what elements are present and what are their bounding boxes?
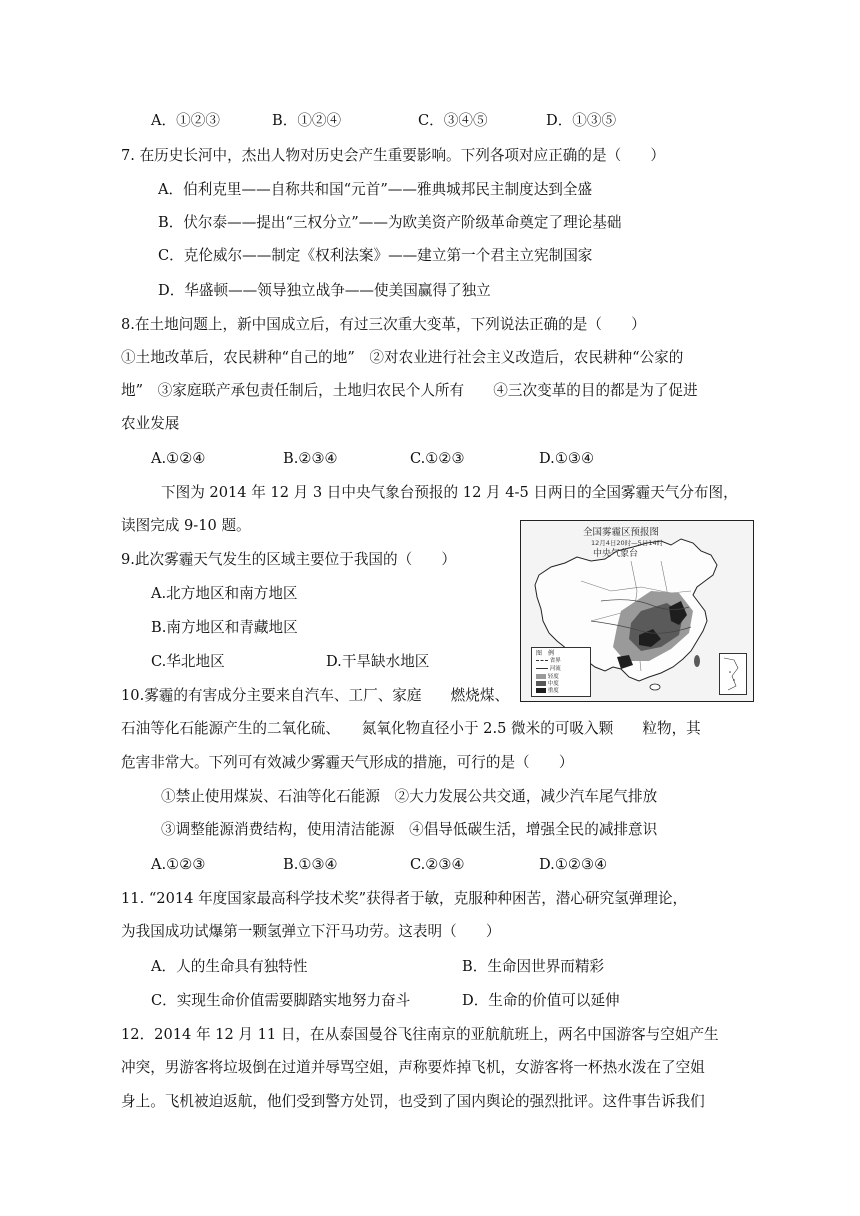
q8-option-c: C.①②③ [410,450,465,467]
q6-option-d: D．①③⑤ [546,112,617,129]
intro-line: 下图为 2014 年 12 月 3 日中央气象台预报的 12 月 4-5 日两日的全国雾霾天气分布图， [161,484,738,501]
q6-option-c: C．③④⑤ [418,112,488,129]
q8-stem: 8.在土地问题上，新中国成立后，有过三次重大变革，下列说法正确的是（ ） [121,316,646,333]
legend-item-medium: 中度 [536,681,559,688]
haze-map [520,520,754,702]
q10-option-c: C.②③④ [410,856,465,873]
legend-item-river: 河流 [536,666,561,673]
q8-option-b: B.②③④ [283,450,338,467]
map-subtitle: 12月4日20时—5日14时 [591,539,664,547]
q7-option-c: C．克伦威尔——制定《权利法案》——建立第一个君主立宪制国家 [158,247,593,264]
q8-option-a: A.①②④ [151,450,206,467]
q10-stem-line: 10.雾霾的有害成分主要来自汽车、工厂、家庭 燃烧煤、 [121,687,510,704]
q11-option-d: D．生命的价值可以延伸 [462,992,620,1009]
q7-option-a: A．伯利克里——自称共和国“元首”——雅典城邦民主制度达到全盛 [158,181,593,198]
q9-stem: 9.此次雾霾天气发生的区域主要位于我国的（ ） [121,551,456,568]
legend-item-border: 省界 [536,658,561,665]
q10-option-a: A.①②③ [151,856,206,873]
south-china-sea-inset [719,653,747,695]
q7-option-d: D．华盛顿——领导独立战争——使美国赢得了独立 [158,282,491,299]
q11-stem-line: 为我国成功试爆第一颗氢弹立下汗马功劳。这表明（ ） [121,923,501,940]
q11-stem-line: 11. “2014 年度国家最高科学技术奖”获得者于敏，克服种种困苦，潜心研究氢弹理论， [121,890,688,907]
q10-stem-line: 石油等化石能源产生的二氧化硫、 氮氧化物直径小于 2.5 微米的可吸入颗 粒物，其 [121,720,701,737]
q10-option-b: B.①③④ [283,856,338,873]
q12-stem-line: 冲突，男游客将垃圾倒在过道并辱骂空姐，声称要炸掉飞机，女游客将一杯热水泼在了空姐 [121,1059,705,1076]
q11-option-a: A．人的生命具有独特性 [151,958,308,975]
q10-option-d: D.①②③④ [539,856,608,873]
q12-stem-line: 12．2014 年 12 月 11 日，在从泰国曼谷飞往南京的亚航航班上，两名中国游客与空姐产生 [121,1026,719,1043]
legend-item-light: 轻度 [536,674,559,681]
legend-item-heavy: 重度 [536,688,559,695]
q6-option-b: B．①②④ [272,112,342,129]
intro-line: 读图完成 9-10 题。 [121,517,251,534]
q7-option-b: B．伏尔泰——提出“三权分立”——为欧美资产阶级革命奠定了理论基础 [158,214,622,231]
legend-title: 图 例 [536,650,555,657]
q7-stem: 7. 在历史长河中，杰出人物对历史会产生重要影响。下列各项对应正确的是（ ） [121,147,665,164]
q6-option-a: A．①②③ [151,112,220,129]
map-org: 中央气象台 [593,549,639,559]
map-title: 全国雾霾区预报图 [583,527,660,538]
q8-option-d: D.①③④ [539,450,595,467]
q10-statement: ③调整能源消费结构，使用清洁能源 ④倡导低碳生活，增强全民的减排意识 [161,821,658,838]
q10-stem-line: 危害非常大。下列可有效减少雾霾天气形成的措施，可行的是（ ） [121,754,574,771]
q8-statement-line: 地” ③家庭联产承包责任制后，土地归农民个人所有 ④三次变革的目的都是为了促进 [121,382,698,399]
map-legend [531,647,591,697]
q9-option-a: A.北方地区和南方地区 [151,585,298,602]
q11-option-c: C．实现生命价值需要脚踏实地努力奋斗 [151,992,411,1009]
q9-option-b: B.南方地区和青藏地区 [151,619,298,636]
q10-statement: ①禁止使用煤炭、石油等化石能源 ②大力发展公共交通，减少汽车尾气排放 [161,788,658,805]
q12-stem-line: 身上。飞机被迫返航，他们受到警方处罚，也受到了国内舆论的强烈批评。这件事告诉我们 [121,1093,705,1110]
q8-statement-line: ①土地改革后，农民耕种“自己的地” ②对农业进行社会主义改造后，农民耕种“公家的 [121,349,684,366]
q11-option-b: B．生命因世界而精彩 [462,958,605,975]
q9-option-d: D.干旱缺水地区 [326,653,430,670]
q8-statement-line: 农业发展 [121,415,180,432]
q9-option-c: C.华北地区 [151,653,225,670]
